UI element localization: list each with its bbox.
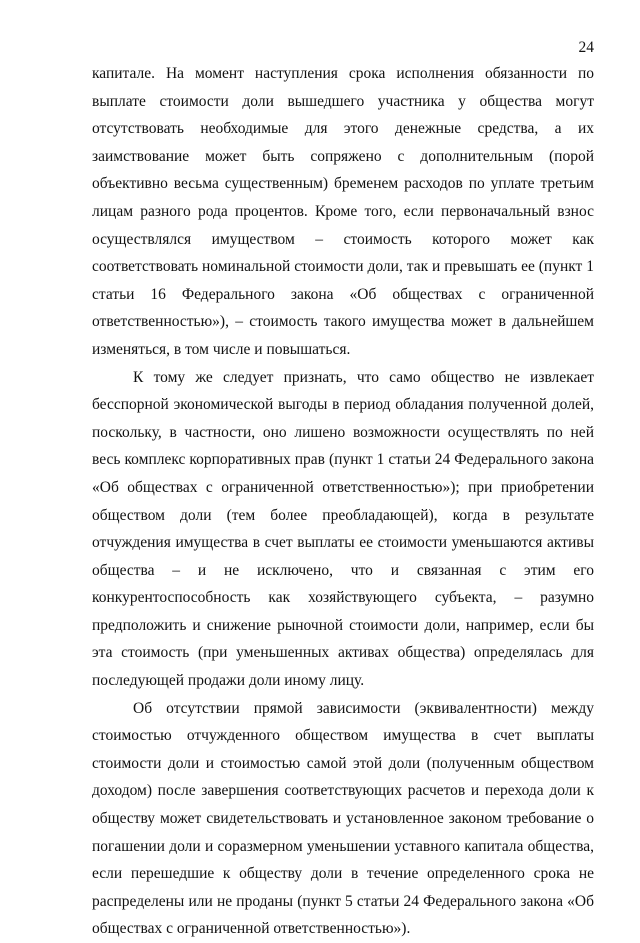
paragraph-continuation: капитале. На момент наступления срока исполнения обязанности по выплате стоимости доли вышедшего участника у общества могут отсутствовать необходимые для этого денежные средства, а их заимствование может быть сопряжено с дополнительным (порой объективно весьма существенным) бременем расходов по уплате третьим лицам разного рода процентов. Кроме того, если первоначальный взнос осуществлялся имуществом – стоимость которого может как соответствовать номинальной стоимости доли, так и превышать ее (пункт 1 статьи 16 Федерального закона «Об обществах с ограниченной ответственностью»), – стоимость такого имущества может в дальнейшем изменяться, в том числе и повышаться.	[92, 65, 594, 358]
paragraph: К тому же следует признать, что само общество не извлекает бесспорной экономической выгоды в период обладания полученной долей, поскольку, в частности, оно лишено возможности осуществлять по ней весь комплекс корпоративных прав (пункт 1 статьи 24 Федерального закона «Об обществах с ограниченной ответственностью»); при приобретении обществом доли (тем более преобладающей), когда в результате отчуждения имущества в счет выплаты ее стоимости уменьшаются активы общества – и не исключено, что и связанная с этим его конкурентоспособность как хозяйствующего субъекта, – разумно предположить и снижение рыночной стоимости доли, например, если бы эта стоимость (при уменьшенных активах общества) определялась для последующей продажи доли иному лицу.	[92, 368, 594, 690]
paragraph: Об отсутствии прямой зависимости (эквивалентности) между стоимостью отчужденного обществом имущества в счет выплаты стоимости доли и стоимостью самой этой доли (полученным обществом доходом) после завершения соответствующих расчетов и перехода доли к обществу может свидетельствовать и установленное законом требование о погашении доли и соразмерном уменьшении уставного капитала общества, если перешедшие к обществу доли в течение определенного срока не распределены или не проданы (пункт 5 статьи 24 Федерального закона «Об обществах с ограниченной ответственностью»).	[92, 699, 594, 938]
body-text	[92, 60, 594, 943]
page-number: 24	[578, 39, 594, 56]
